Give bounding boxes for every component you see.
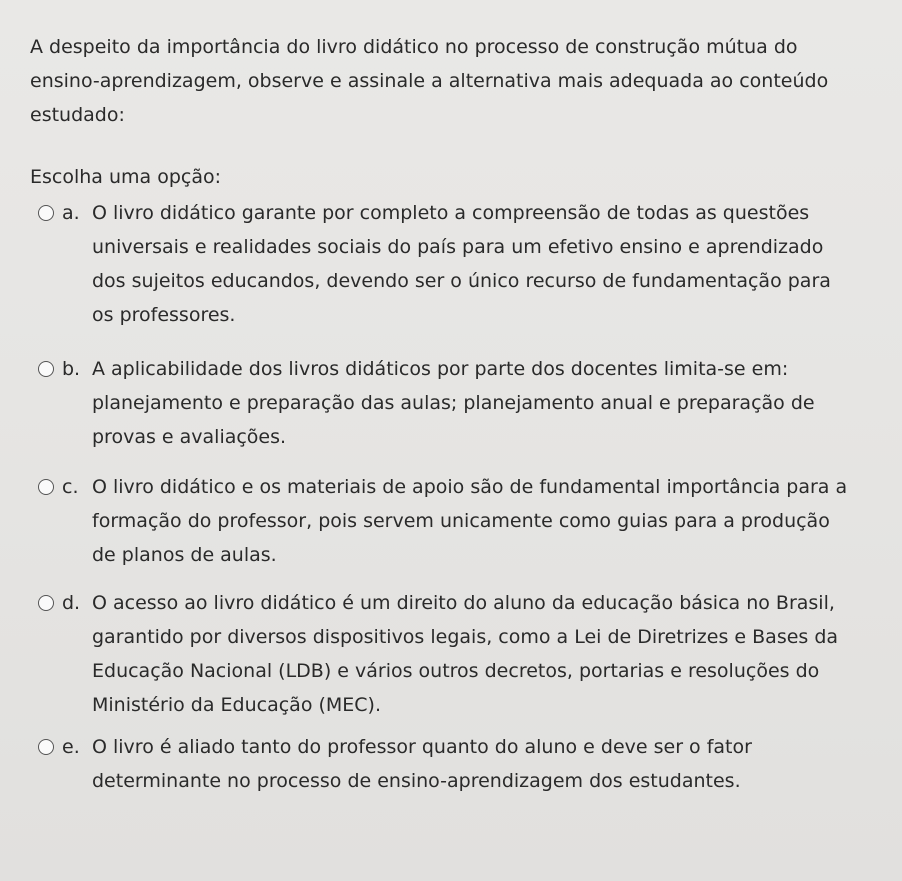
option-d-letter: d. — [62, 592, 81, 614]
option-e-radio[interactable] — [38, 739, 54, 755]
option-b-letter: b. — [62, 358, 81, 380]
option-e-text: O livro é aliado tanto do professor quanto do aluno e deve ser o fator determinante no processo de ensino-aprendizagem dos estudantes. — [92, 736, 752, 792]
option-a-radio[interactable] — [38, 205, 54, 221]
option-e[interactable] — [38, 730, 852, 798]
option-b-radio[interactable] — [38, 361, 54, 377]
option-d-radio[interactable] — [38, 595, 54, 611]
option-a-letter: a. — [62, 202, 80, 224]
option-c-radio[interactable] — [38, 479, 54, 495]
option-b[interactable] — [38, 352, 852, 454]
option-a[interactable] — [38, 196, 852, 332]
question-text: A despeito da importância do livro didático no processo de construção mútua do ensino-aprendizagem, observe e assinale a alternativa mais adequada ao conteúdo estudado: — [30, 36, 829, 126]
option-b-text: A aplicabilidade dos livros didáticos por parte dos docentes limita-se em: planejamento e preparação das aulas; planejamento anual e preparação de provas e avaliações. — [92, 358, 815, 448]
option-d[interactable] — [38, 586, 852, 722]
option-c-text: O livro didático e os materiais de apoio são de fundamental importância para a formação do professor, pois servem unicamente como guias para a produção de planos de aulas. — [92, 476, 848, 566]
option-e-letter: e. — [62, 736, 80, 758]
choose-option-label: Escolha uma opção: — [30, 166, 222, 188]
option-c[interactable] — [38, 470, 852, 572]
option-a-text: O livro didático garante por completo a compreensão de todas as questões universais e realidades sociais do país para um efetivo ensino e aprendizado dos sujeitos educandos, devendo ser o único recurso de fundamentação para os professores. — [92, 202, 831, 326]
option-d-text: O acesso ao livro didático é um direito do aluno da educação básica no Brasil, garantido por diversos dispositivos legais, como a Lei de Diretrizes e Bases da Educação Nacional (LDB) e vários outros decretos, portarias e resoluções do Ministério da Educação (MEC). — [92, 592, 839, 716]
option-c-letter: c. — [62, 476, 79, 498]
